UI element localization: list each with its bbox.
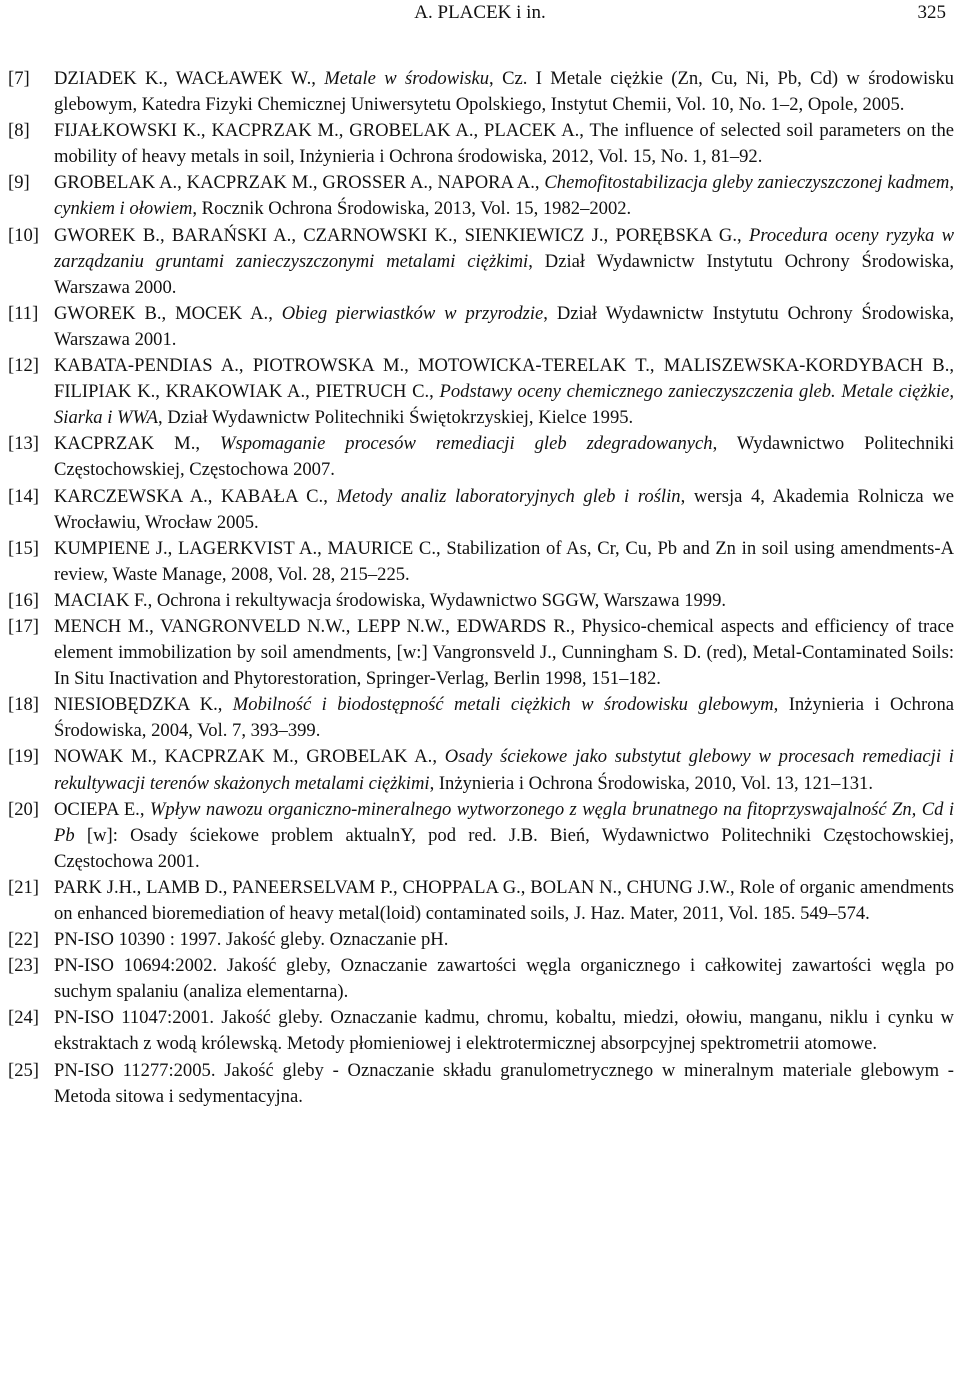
reference-number: [24]: [8, 1007, 39, 1029]
reference-source: , wersja 4, Akademia Rolnicza we Wrocławiu, Wrocław 2005.: [54, 485, 955, 533]
reference-item: [8, 223, 954, 301]
reference-title: Procedura oceny ryzyka w zarządzaniu gruntami zanieczyszczonymi metalami ciężkimi: [54, 224, 955, 272]
reference-list: [8, 66, 954, 1110]
reference-authors: PARK J.H., LAMB D., PANEERSELVAM P., CHOPPALA G., BOLAN N., CHUNG J.W.: [54, 876, 731, 898]
reference-item: [8, 170, 954, 222]
reference-item: [8, 744, 954, 796]
reference-number: [9]: [8, 172, 30, 194]
reference-number: [19]: [8, 746, 39, 768]
reference-item: [8, 927, 954, 953]
reference-source: , Stabilization of As, Cr, Cu, Pb and Zn in soil using amendments-A review, Waste Manage, 2008, Vol. 28, 215‒225.: [54, 537, 955, 585]
reference-item: [8, 875, 954, 927]
reference-item: [8, 1005, 954, 1057]
reference-item: [8, 66, 954, 118]
reference-number: [13]: [8, 433, 39, 455]
reference-item: [8, 484, 954, 536]
reference-item: [8, 692, 954, 744]
reference-title: Chemofitostabilizacja gleby zanieczyszczonej kadmem, cynkiem i ołowiem: [54, 172, 954, 220]
reference-authors: MACIAK F.: [54, 589, 148, 611]
reference-title: Obieg pierwiastków w przyrodzie: [281, 302, 544, 324]
reference-authors: PN-ISO 10694:2002. Jakość gleby, Oznaczanie zawartości węgla organicznego i całkowitej zawartości węgla po suchym spalaniu (analiza elementarna).: [54, 955, 954, 1003]
reference-number: [12]: [8, 355, 39, 377]
reference-number: [20]: [8, 798, 39, 820]
reference-authors: KARCZEWSKA A., KABAŁA C.,: [54, 485, 337, 507]
reference-source: , Dział Wydawnictw Instytutu Ochrony Środowiska, Warszawa 2000.: [54, 250, 954, 298]
reference-authors: KACPRZAK M.,: [54, 433, 220, 455]
reference-item: [8, 797, 954, 875]
reference-title: Podstawy oceny chemicznego zanieczyszczenia gleb. Metale ciężkie, Siarka i WWA: [54, 381, 954, 429]
reference-source: , Wydawnictwo Politechniki Częstochowskiej, Częstochowa 2007.: [54, 433, 955, 481]
reference-item: [8, 353, 954, 431]
reference-authors: KABATA-PENDIAS A., PIOTROWSKA M., MOTOWICKA-TERELAK T., MALISZEWSKA-KORDYBACH B., FILIPIAK K., KRAKOWIAK A., PIETRUCH C.,: [54, 355, 954, 403]
reference-source: , The influence of selected soil parameters on the mobility of heavy metals in soil, Inżynieria i Ochrona środowiska, 2012, Vol. 15, No. 1, 81‒92.: [54, 120, 954, 168]
reference-authors: GWOREK B., MOCEK A.,: [54, 302, 282, 324]
page-header: [8, 0, 952, 36]
reference-number: [18]: [8, 694, 39, 716]
reference-item: [8, 431, 954, 483]
reference-number: [21]: [8, 876, 39, 898]
reference-source: , Ochrona i rekultywacja środowiska, Wydawnictwo SGGW, Warszawa 1999.: [147, 589, 727, 611]
reference-source: , Inżynieria i Ochrona Środowiska, 2010, Vol. 13, 121‒131.: [429, 772, 874, 794]
reference-number: [8]: [8, 120, 30, 142]
reference-authors: PN-ISO 11277:2005. Jakość gleby - Oznaczanie składu granulometrycznego w mineralnym materiale glebowym - Metoda sitowa i sedymentacyjna.: [54, 1059, 954, 1107]
reference-title: Wspomaganie procesów remediacji gleb zdegradowanych: [219, 433, 713, 455]
running-title: A. PLACEK i in.: [414, 2, 546, 23]
reference-authors: MENCH M., VANGRONVELD N.W., LEPP N.W., EDWARDS R.: [54, 615, 571, 637]
reference-title: Mobilność i biodostępność metali ciężkich w środowisku glebowym: [232, 694, 774, 716]
reference-authors: DZIADEK K., WACŁAWEK W.,: [54, 68, 325, 89]
reference-authors: NOWAK M., KACPRZAK M., GROBELAK A.,: [54, 746, 445, 768]
reference-number: [11]: [8, 302, 39, 324]
reference-source: , Dział Wydawnictw Instytutu Ochrony Środowiska, Warszawa 2001.: [54, 302, 954, 350]
reference-source: , Role of organic amendments on enhanced bioremediation of heavy metal(loid) contaminated soils, J. Haz. Mater, 2011, Vol. 185. 549‒574.: [54, 876, 954, 924]
reference-number: [23]: [8, 955, 39, 977]
reference-item: [8, 1058, 954, 1110]
reference-item: [8, 588, 954, 614]
reference-number: [7]: [8, 68, 30, 89]
reference-title: Wpływ nawozu organiczno-mineralnego wytworzonego z węgla brunatnego na fitoprzyswajalność Zn, Cd i Pb: [54, 798, 954, 846]
reference-authors: GWOREK B., BARAŃSKI A., CZARNOWSKI K., SIENKIEWICZ J., PORĘBSKA G.,: [54, 224, 749, 246]
reference-number: [17]: [8, 615, 39, 637]
reference-number: [22]: [8, 929, 39, 951]
reference-authors: PN-ISO 11047:2001. Jakość gleby. Oznaczanie kadmu, chromu, kobaltu, miedzi, ołowiu, manganu, niklu i cynku w ekstraktach z wodą królewską. Metody płomieniowej i elektrotermicznej absorpcyjnej spektrometrii atomowe.: [54, 1007, 954, 1055]
reference-authors: NIESIOBĘDZKA K.,: [54, 694, 233, 716]
reference-item: [8, 301, 954, 353]
reference-source: , Rocznik Ochrona Środowiska, 2013, Vol. 15, 1982‒2002.: [192, 198, 632, 220]
reference-title: Metody analiz laboratoryjnych gleb i roślin: [336, 485, 681, 507]
reference-authors: KUMPIENE J., LAGERKVIST A., MAURICE C.: [54, 537, 436, 559]
reference-source: [w]: Osady ściekowe problem aktualnY, pod red. J.B. Bień, Wydawnictwo Politechniki Częstochowskiej, Częstochowa 2001.: [54, 824, 954, 872]
reference-authors: PN-ISO 10390 : 1997. Jakość gleby. Oznaczanie pH.: [54, 929, 449, 951]
reference-number: [25]: [8, 1059, 39, 1081]
reference-item: [8, 536, 954, 588]
reference-item: [8, 614, 954, 692]
reference-source: , Dział Wydawnictw Politechniki Świętokrzyskiej, Kielce 1995.: [158, 407, 634, 429]
reference-item: [8, 118, 954, 170]
reference-number: [15]: [8, 537, 39, 559]
reference-source: , Inżynieria i Ochrona Środowiska, 2004, Vol. 7, 393‒399.: [54, 694, 954, 742]
reference-source: , Physico-chemical aspects and efficiency of trace element immobilization by soil amendments, [w:] Vangronsveld J., Cunningham S. D. (red), Metal-Contaminated Soils: In Situ Inactivation and Phytorestoration, Springer-Verlag, Berlin 1998, 151‒182.: [54, 615, 954, 690]
reference-title: Metale w środowisku: [324, 68, 490, 89]
page-number: 325: [917, 2, 946, 23]
reference-number: [10]: [8, 224, 39, 246]
reference-authors: OCIEPA E.,: [54, 798, 150, 820]
reference-source: , Cz. I Metale ciężkie (Zn, Cu, Ni, Pb, Cd) w środowisku glebowym, Katedra Fizyki Chemicznej Uniwersytetu Opolskiego, Instytut Chemii, Vol. 10, No. 1‒2, Opole, 2005.: [54, 68, 954, 116]
reference-title: Osady ściekowe jako substytut glebowy w procesach remediacji i rekultywacji terenów skażonych metalami ciężkimi: [54, 746, 954, 794]
reference-item: [8, 953, 954, 1005]
reference-number: [16]: [8, 589, 39, 611]
reference-authors: FIJAŁKOWSKI K., KACPRZAK M., GROBELAK A., PLACEK A.: [54, 120, 580, 142]
reference-authors: GROBELAK A., KACPRZAK M., GROSSER A., NAPORA A.,: [54, 172, 545, 194]
reference-number: [14]: [8, 485, 39, 507]
